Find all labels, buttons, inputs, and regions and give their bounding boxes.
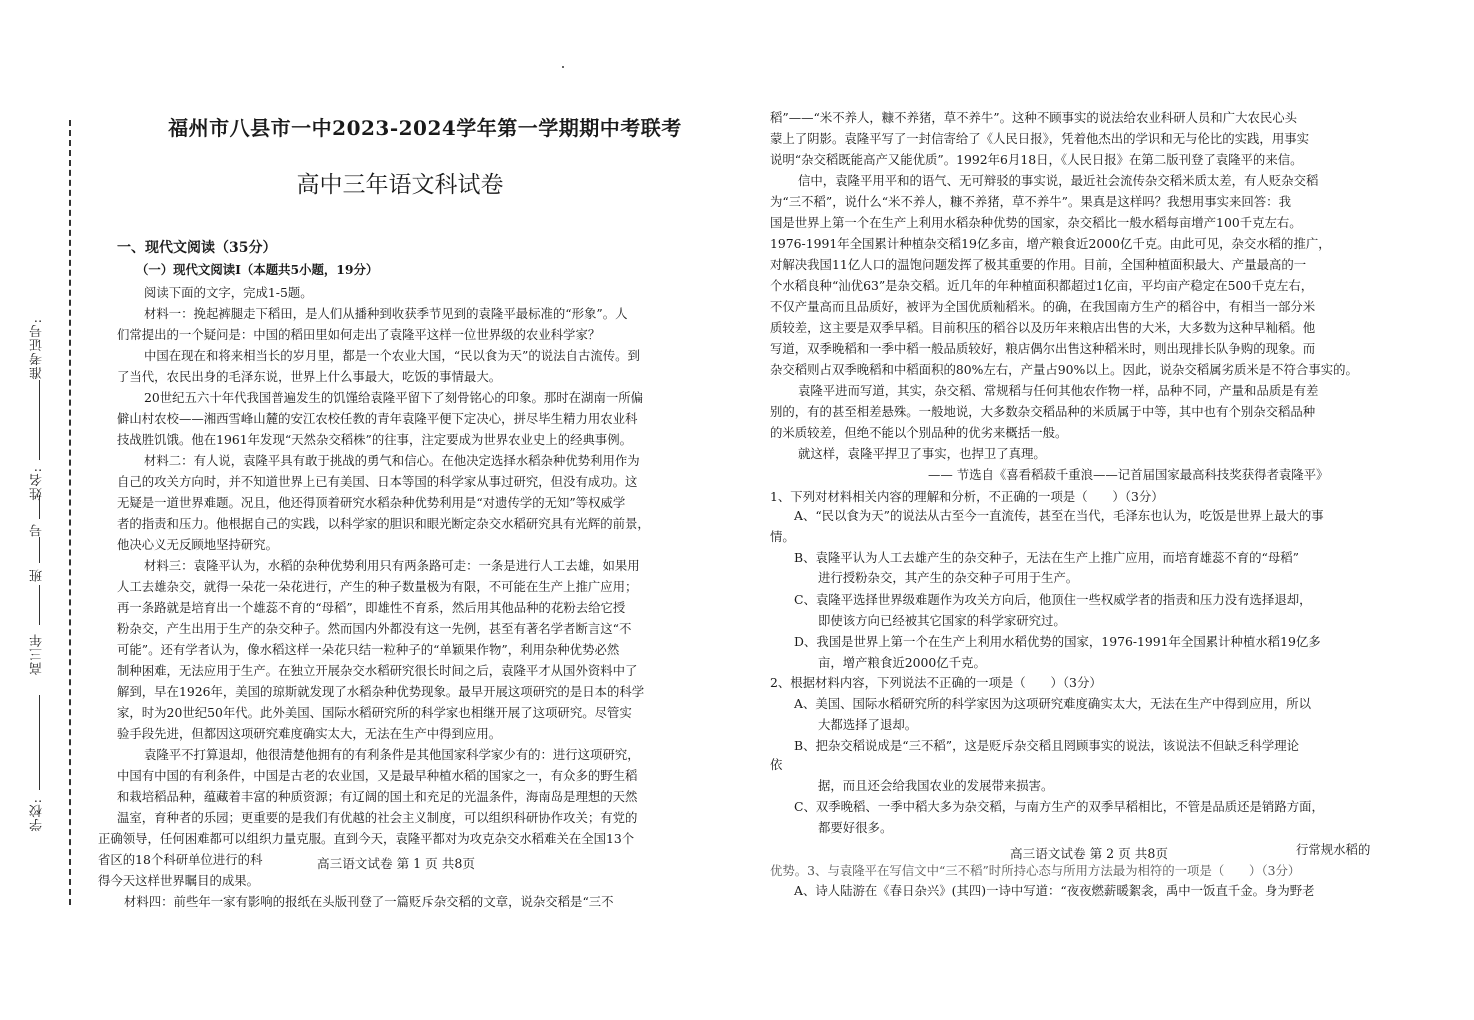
passage-line: 僻山村农校——湘西雪峰山麓的安江农校任教的青年袁隆平便下定决心，拼尽毕生精力用农业科 [117,411,638,426]
school-blank [39,695,40,790]
page-1-footer: 高三语文试卷 第 1 页 共8页 [317,856,475,871]
passage-line: 解到，早在1926年，美国的琼斯就发现了水稻杂种优势现象。最早开展这项研究的是日本的科学 [117,684,645,699]
q1-option-c: C、袁隆平选择世界级难题作为攻关方向后，他顶住一些权威学者的指责和压力没有选择退却， [794,592,1312,607]
passage-line: 别的，有的甚至相差悬殊。一般地说，大多数杂交稻品种的米质属于中等，其中也有个别杂交稻品种 [770,404,1316,419]
binding-dashed-line [69,120,71,905]
passage-line: 对解决我国11亿人口的温饱问题发挥了极其重要的作用。目前，全国种植面积最大、产量最高的一 [770,257,1307,272]
subsection-heading: （一）现代文阅读Ⅰ（本题共5小题，19分） [136,262,379,277]
passage-line: 就这样，袁隆平捍卫了事实，也捍卫了真理。 [798,446,1046,461]
passage-line: 温室，育种者的乐园；更重要的是我们有优越的社会主义制度，可以组织科研协作攻关；有党的 [117,810,638,825]
passage-line: 得今天这样世界瞩目的成果。 [98,873,260,888]
grade-label: 高三年 [30,633,45,675]
passage-line: 个水稻良种“汕优63”是杂交稻。近几年的年种植面积都超过1亿亩，平均亩产稳定在500千克左右， [770,278,1314,293]
q3-stem-partial: 优势。3、与袁隆平在写信文中“三不稻”时所持心态与所用方法最为相符的一项是（ ）（3分） [770,863,1301,878]
passage-line: 的米质较差，但绝不能以个别品种的优劣来概括一般。 [770,425,1068,440]
q2-stem: 2、根据材料内容，下列说法不正确的一项是（ ）（3分） [770,675,1102,690]
q2-option-a: A、美国、国际水稻研究所的科学家因为这项研究难度确实太大，无法在生产中得到应用，所以 [794,696,1311,711]
q2-option-b: B、把杂交稻说成是“三不稻”，这是贬斥杂交稻且罔顾事实的说法，该说法不但缺乏科学理论 [794,738,1300,753]
passage-line: 省区的18个科研单位进行的科 [98,852,263,867]
passage-line: 袁隆平进而写道，其实，杂交稻、常规稻与任何其他农作物一样，品种不同，产量和品质是有差 [798,383,1319,398]
passage-line: 杂交稻则占双季晚稻和中稻面积的80%左右，产量占90%以上。因此，说杂交稻属劣质米是不符合事实的。 [770,362,1358,377]
number-blank [39,537,40,563]
section-heading: 一、现代文阅读（35分） [117,240,277,256]
exam-title: 福州市八县市一中2023-2024学年第一学期期中考联考 [168,116,682,140]
passage-line: 和栽培稻品种，蕴藏着丰富的种质资源；有辽阔的国土和充足的光温条件，海南岛是理想的天然 [117,789,638,804]
q1-option-a-wrap: 情。 [770,529,795,544]
passage-line: 技战胜饥饿。他在1961年发现“天然杂交稻株”的往事，注定要成为世界农业史上的经典事例。 [117,432,633,447]
q2-option-c: C、双季晚稻、一季中稻大多为杂交稻，与南方生产的双季早稻相比，不管是品质还是销路方面， [794,799,1324,814]
passage-line: 制种困难，无法应用于生产。在独立开展杂交水稻研究很长时间之后，袁隆平才从国外资料中了 [117,663,638,678]
passage-line: 材料二：有人说，袁隆平具有敢于挑战的勇气和信心。在他决定选择水稻杂种优势利用作为 [144,453,640,468]
q3-option-a: A、诗人陆游在《春日杂兴》(其四)一诗中写道：“夜夜燃薪暖絮衾，禹中一饭直千金。身为野老 [794,883,1315,898]
passage-line: 们常提出的一个疑问是：中国的稻田里如何走出了袁隆平这样一位世界级的农业科学家？ [117,327,601,342]
passage-line: 蒙上了阴影。袁隆平写了一封信寄给了《人民日报》，凭着他杰出的学识和无与伦比的实践，用事实 [770,131,1309,146]
q2-option-b-wrap: 依 [770,757,783,772]
passage-line: 写道，双季晚稻和一季中稻一般品质较好，粮店偶尔出售这种稻米时，则出现排长队争购的现象。而 [770,341,1316,356]
school-label: 学校: [30,798,45,832]
passage-line: 人工去雄杂交，就得一朵花一朵花进行，产生的种子数量极为有限，不可能在生产上推广应用； [117,579,638,594]
page-2-footer: 高三语文试卷 第 2 页 共8页 [1010,846,1168,861]
instruction: 阅读下面的文字，完成1-5题。 [144,285,313,300]
q2-option-a-wrap: 大都选择了退却。 [818,717,918,732]
passage-line: 国是世界上第一个在生产上利用水稻杂种优势的国家，杂交稻比一般水稻每亩增产100千克左右。 [770,215,1302,230]
passage-line: 者的指责和压力。他根据自己的实践，以科学家的胆识和眼光断定杂交水稻研究具有光辉的前景， [117,516,650,531]
scan-speck [562,66,564,68]
exam-id-label: 准考证号: [30,318,45,380]
name-label: 姓名: [30,467,45,501]
name-blank [39,380,40,460]
passage-line: 为“三不稻”，说什么“米不养人，糠不养猪，草不养牛”。果真是这样吗？我想用事实来回答：我 [770,194,1291,209]
passage-line: 中国有中国的有利条件，中国是古老的农业国，又是最早种植水稻的国家之一，有众多的野生稻 [117,768,638,783]
passage-line: 质较差，这主要是双季早稻。目前积压的稻谷以及历年来粮店出售的大米，大多数为这种早籼稻。他 [770,320,1316,335]
passage-line: 稻”——“米不养人，糠不养猪，草不养牛”。这种不顾事实的说法给农业科研人员和广大农民心头 [770,110,1298,125]
passage-line: 可能”。还有学者认为，像水稻这样一朵花只结一粒种子的“单颖果作物”，利用杂种优势必然 [117,642,620,657]
passage-line: 中国在现在和将来相当长的岁月里，都是一个农业大国，“民以食为天”的说法自古流传。到 [144,348,640,363]
passage-line: 粉杂交，产生出用于生产的杂交种子。然而国内外都没有这一先例，甚至有著名学者断言这“不 [117,621,632,636]
class-label: 班 [30,568,45,582]
q1-option-b: B、袁隆平认为人工去雄产生的杂交种子，无法在生产上推广应用，而培育雄蕊不育的“母稻” [794,550,1300,565]
q1-stem: 1、下列对材料相关内容的理解和分析，不正确的一项是（ ）（3分） [770,489,1164,504]
class-blank [39,585,40,625]
q1-option-b-wrap: 进行授粉杂交，其产生的杂交种子可用于生产。 [818,570,1079,585]
number-label: 号 [30,523,45,537]
passage-line: 20世纪五六十年代我国普遍发生的饥馑给袁隆平留下了刻骨铭心的印象。那时在湖南一所偏 [144,390,644,405]
passage-line: 不仅产量高而且品质好，被评为全国优质籼稻米。的确，在我国南方生产的稻谷中，有相当一部分米 [770,299,1316,314]
passage-line: 材料一：挽起裤腿走下稻田，是人们从播种到收获季节见到的袁隆平最标准的“形象”。人 [144,306,628,321]
passage-line: 袁隆平不打算退却，他很清楚他拥有的有利条件是其他国家科学家少有的：进行这项研究， [144,747,640,762]
passage-line: 家，时为20世纪50年代。此外美国、国际水稻研究所的科学家也相继开展了这项研究。尽管实 [117,705,632,720]
overlap-fragment: 行常规水稻的 [1296,842,1371,857]
passage-line: 再一条路就是培育出一个雄蕊不育的“母稻”，即雄性不育系，然后用其他品种的花粉去给它授 [117,600,626,615]
q1-option-a: A、“民以食为天”的说法从古至今一直流传，甚至在当代，毛泽东也认为，吃饭是世界上最大的事 [794,508,1324,523]
passage-line: 他决心义无反顾地坚持研究。 [117,537,279,552]
passage-line: 说明“杂交稻既能高产又能优质”。1992年6月18日，《人民日报》在第二版刊登了袁隆平的来信。 [770,152,1303,167]
passage-line: 无疑是一道世界难题。况且，他还得顶着研究水稻杂种优势利用是“对遗传学的无知”等权威学 [117,495,626,510]
passage-line: 1976-1991年全国累计种植杂交稻19亿多亩，增产粮食近2000亿千克。由此可见，杂交水稻的推广， [770,236,1331,251]
q2-option-b-wrap-2: 据，而且还会给我国农业的发展带来损害。 [818,778,1054,793]
source-citation: —— 节选自《喜看稻菽千重浪——记首届国家最高科技奖获得者袁隆平》 [928,467,1329,482]
subject-title: 高中三年语文科试卷 [296,172,504,198]
passage-line: 自己的攻关方向时，并不知道世界上已有美国、日本等国的科学家从事过研究，但没有成功。这 [117,474,638,489]
passage-line: 验手段先进，但都因这项研究难度确实太大，无法在生产中得到应用。 [117,726,502,741]
passage-line: 正确领导，任何困难都可以组织力量克服。直到今天，袁隆平都对为攻克杂交水稻难关在全国13个 [98,831,635,846]
passage-line: 了当代，农民出身的毛泽东说，世界上什么事最大，吃饭的事情最大。 [117,369,502,384]
q1-option-c-wrap: 即使该方向已经被其它国家的科学家研究过。 [818,613,1066,628]
passage-line: 材料三：袁隆平认为，水稻的杂种优势利用只有两条路可走：一条是进行人工去雄，如果用 [144,558,640,573]
q1-option-d-wrap: 亩，增产粮食近2000亿千克。 [818,655,986,670]
passage-line: 信中，袁隆平用平和的语气、无可辩驳的事实说，最近社会流传杂交稻米质太差，有人贬杂交稻 [798,173,1319,188]
passage-line: 材料四：前些年一家有影响的报纸在头版刊登了一篇贬斥杂交稻的文章，说杂交稻是“三不 [124,894,614,909]
q2-option-c-wrap: 都要好很多。 [818,820,893,835]
q1-option-d: D、我国是世界上第一个在生产上利用水稻优势的国家，1976-1991年全国累计种植水稻19亿多 [794,634,1321,649]
